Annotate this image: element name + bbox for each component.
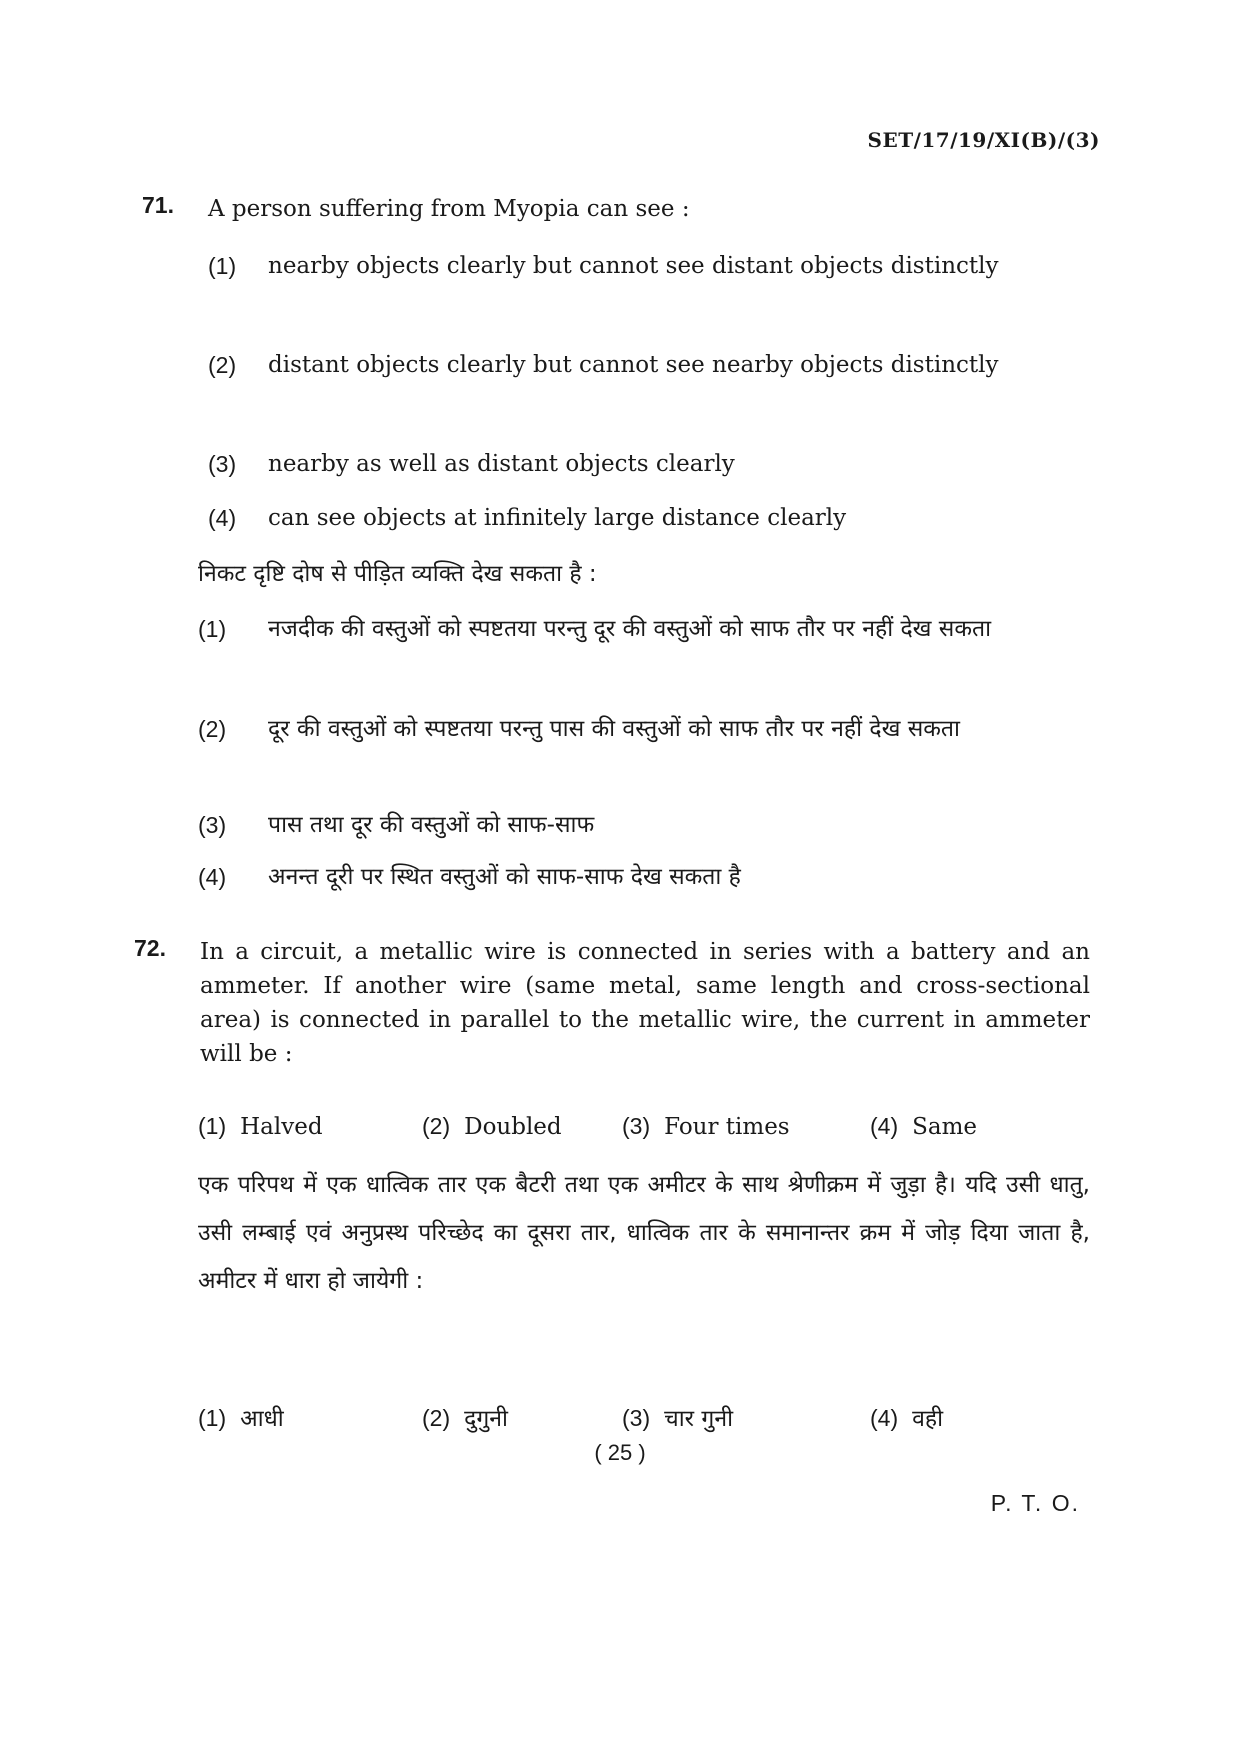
option-text: can see objects at infinitely large distance clearly bbox=[268, 505, 847, 531]
option-number: (1) bbox=[198, 616, 227, 642]
option-number: (3) bbox=[198, 812, 227, 838]
option-number: (4) bbox=[198, 864, 227, 890]
option-hi-4 bbox=[870, 1401, 943, 1433]
option-number: (1) bbox=[208, 253, 237, 279]
option-text: distant objects clearly but cannot see nearby objects distinctly bbox=[268, 352, 999, 378]
option-text: Four times bbox=[664, 1114, 790, 1140]
option-text: nearby objects clearly but cannot see distant objects distinctly bbox=[268, 253, 999, 279]
option-en-1 bbox=[208, 248, 1090, 284]
question-text-en: A person suffering from Myopia can see : bbox=[208, 196, 690, 222]
option-number: (3) bbox=[622, 1405, 651, 1431]
question-number: 71. bbox=[142, 192, 174, 218]
option-text: Same bbox=[912, 1114, 978, 1140]
option-hi-3 bbox=[622, 1401, 733, 1433]
option-number: (4) bbox=[870, 1113, 899, 1139]
question-text-hi: निकट दृष्टि दोष से पीड़ित व्यक्ति देख सकता है : bbox=[198, 561, 597, 587]
option-number: (4) bbox=[870, 1405, 899, 1431]
option-en-2 bbox=[422, 1113, 562, 1140]
question-text-en: In a circuit, a metallic wire is connected in series with a battery and an ammeter. If another wire (same metal, same length and cross-sectional area) is connected in parallel to the metallic wire, the current in ammeter will be : bbox=[200, 939, 1090, 1067]
option-text: Doubled bbox=[464, 1114, 562, 1140]
option-en-3 bbox=[208, 446, 1090, 482]
option-number: (2) bbox=[198, 716, 227, 742]
option-text: nearby as well as distant objects clearly bbox=[268, 451, 735, 477]
option-number: (1) bbox=[198, 1405, 227, 1431]
option-hi-2 bbox=[198, 710, 1090, 748]
please-turn-over: P. T. O. bbox=[990, 1490, 1080, 1516]
page-number: ( 25 ) bbox=[594, 1440, 646, 1465]
option-hi-1 bbox=[198, 1401, 284, 1433]
option-text: पास तथा दूर की वस्तुओं को साफ-साफ bbox=[268, 812, 595, 838]
option-number: (3) bbox=[622, 1113, 651, 1139]
option-text: दूर की वस्तुओं को स्पष्टतया परन्तु पास की वस्तुओं को साफ तौर पर नहीं देख सकता bbox=[268, 716, 960, 742]
question-72 bbox=[130, 935, 1090, 1455]
question-number: 72. bbox=[134, 935, 166, 961]
option-text: अनन्त दूरी पर स्थित वस्तुओं को साफ-साफ देख सकता है bbox=[268, 864, 741, 890]
option-text: चार गुनी bbox=[664, 1406, 734, 1432]
option-en-2 bbox=[208, 347, 1090, 383]
options-hi bbox=[198, 1401, 1090, 1437]
option-text: Halved bbox=[240, 1114, 323, 1140]
option-en-4 bbox=[208, 500, 1090, 536]
option-hi-4 bbox=[198, 858, 1090, 896]
option-text: वही bbox=[912, 1406, 944, 1432]
question-text-hi: एक परिपथ में एक धात्विक तार एक बैटरी तथा एक अमीटर के साथ श्रेणीक्रम में जुड़ा है। यदि उसी धातु, उसी लम्बाई एवं अनुप्रस्थ परिच्छेद का दूसरा तार, धात्विक तार के समानान्तर क्रम में जोड़ दिया जाता है, अमीटर में धारा हो जायेगी : bbox=[198, 1172, 1090, 1294]
option-number: (2) bbox=[208, 352, 237, 378]
options-en bbox=[198, 1113, 1090, 1149]
option-number: (2) bbox=[422, 1113, 451, 1139]
option-hi-2 bbox=[422, 1401, 508, 1433]
option-text: नजदीक की वस्तुओं को स्पष्टतया परन्तु दूर की वस्तुओं को साफ तौर पर नहीं देख सकता bbox=[268, 616, 992, 642]
option-number: (3) bbox=[208, 451, 237, 477]
option-text: आधी bbox=[240, 1406, 284, 1432]
option-text: दुगुनी bbox=[464, 1406, 509, 1432]
option-number: (2) bbox=[422, 1405, 451, 1431]
option-hi-1 bbox=[198, 610, 1090, 648]
option-number: (1) bbox=[198, 1113, 227, 1139]
question-71 bbox=[130, 192, 1090, 912]
option-en-4 bbox=[870, 1113, 977, 1140]
paper-code: SET/17/19/XI(B)/(3) bbox=[867, 128, 1100, 152]
option-hi-3 bbox=[198, 806, 1090, 844]
option-en-1 bbox=[198, 1113, 323, 1140]
option-en-3 bbox=[622, 1113, 790, 1140]
option-number: (4) bbox=[208, 505, 237, 531]
